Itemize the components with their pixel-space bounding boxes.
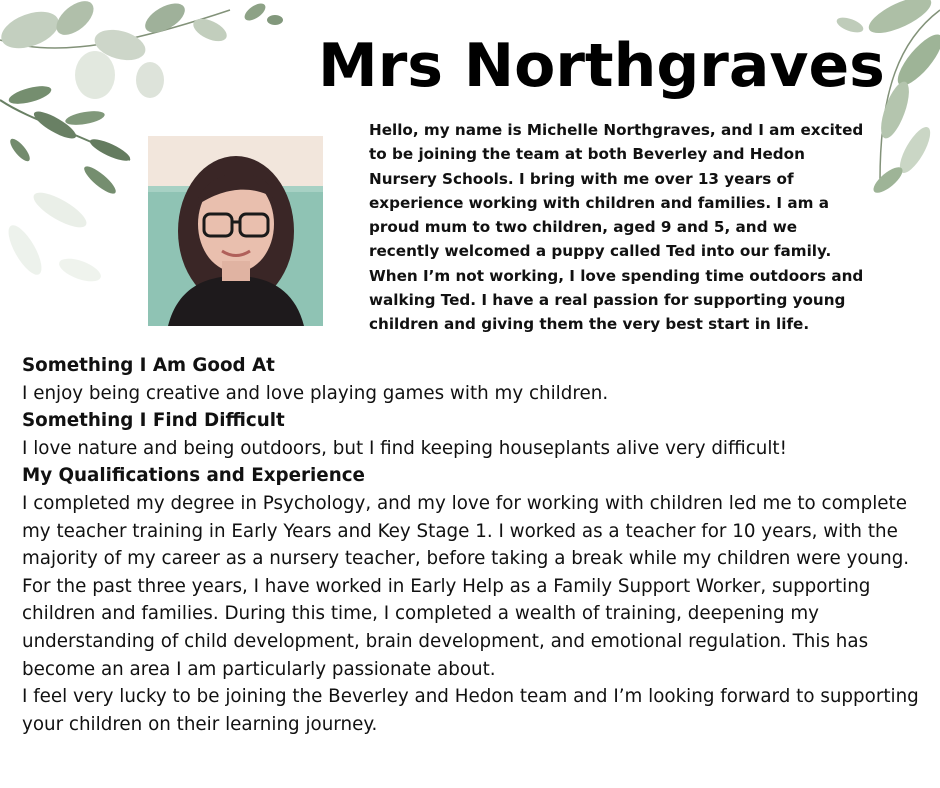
difficult-heading: Something I Find Difficult	[22, 410, 285, 432]
profile-details	[22, 352, 922, 738]
good-at-heading: Something I Am Good At	[22, 355, 275, 376]
qualifications-paragraph-1: I completed my degree in Psychology, and my love for working with children led me to complete my teacher training in Early Years and Key Stage 1. I worked as a teacher for 10 years, with the majority of my career as a nursery teacher, before taking a break while my children were young.	[22, 492, 910, 570]
good-at-text: I enjoy being creative and love playing games with my children.	[22, 382, 609, 404]
page-title: Mrs Northgraves	[318, 31, 885, 101]
qualifications-heading: My Qualifications and Experience	[22, 465, 365, 487]
qualifications-paragraph-3: I feel very lucky to be joining the Beverley and Hedon team and I’m looking forward to supporting your children on their learning journey.	[22, 686, 919, 735]
difficult-text: I love nature and being outdoors, but I find keeping houseplants alive very difficult!	[22, 437, 787, 459]
intro-text: Hello, my name is Michelle Northgraves, and I am excited to be joining the team at both Beverley and Hedon Nursery Schools. I bring with me over 13 years of experience working with children and families. I am a proud mum to two children, aged 9 and 5, and we recently welcomed a puppy called Ted into our family. When I’m not working, I love spending time outdoors and walking Ted. I have a real passion for supporting young children and giving them the very best start in life.	[369, 121, 864, 334]
qualifications-paragraph-2: For the past three years, I have worked in Early Help as a Family Support Worker, supporting children and families. During this time, I completed a wealth of training, deepening my understanding of child development, brain development, and emotional regulation. This has become an area I am particularly passionate about.	[22, 575, 871, 680]
portrait-photo	[148, 136, 323, 326]
